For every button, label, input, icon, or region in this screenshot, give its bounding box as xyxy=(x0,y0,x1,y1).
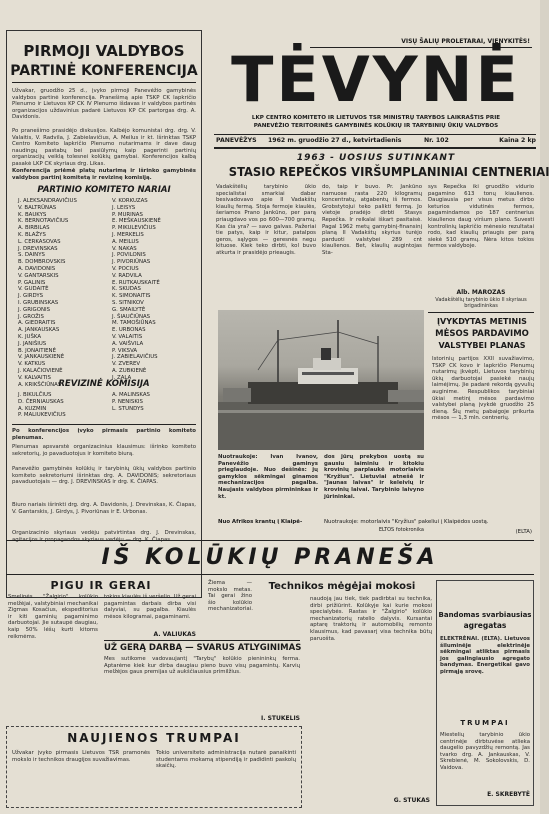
conference-after-2: Plenumas apsvarstė organizacinius klausimus: išrinko komiteto sekretorių, jo pavaduotojus ir komiteto biurą. xyxy=(12,444,196,457)
photo-caption: Nuotraukoje: Ivan Ivanov, Panevėžio gaminys prieglaudoje. Nuo dešinės: jų gamyklos sėkmingai ginamos mechanizacijos pagalba. Naujasis valdybos pirmininkas ir kt. xyxy=(218,454,318,500)
masthead-price: Kaina 2 kp xyxy=(499,137,536,144)
photo-caption-3: Nuotraukoje: motorlaivis "Kryžius" pakeliui į Klaipėdos uostą. xyxy=(324,519,489,525)
good-work-text: Mes sutikome vadovaujantį "Tarybų" kolūkio pienininkų ferma. Aptarėme kiek kur dirba daugiau pieno buvo visų pagamintų. Karvių melžėjos gaus premijas už aukščiausius primilžius. xyxy=(104,656,300,676)
good-work-author: I. STUKELIS xyxy=(260,715,300,722)
meat-text: Istorinių partijos XXII suvažiavimo, TSKP CK kovo ir lapkričio Plenumų nutarimų įkvėpti, Lietuvos tarybinių ūkių darbuotojai pasiekė naujų laimėjimų. Jie padarė rekordą gyvulių auginime. Respublikos tarybiniai ūkiai metinį mėsos pardavimo valstybei planą įvykdė gruodžio 25 dieną. Šių metų pabaigoje prikurta mėsos — 1,3 mln. centnerių. xyxy=(432,356,534,422)
short-title: TRUMPAI xyxy=(460,719,510,727)
conference-after-5: Organizacinio skyriaus vedėju patvirtintas drg. J. Drevinskas, xyxy=(12,530,196,536)
news-headline: NAUJIENOS TRUMPAI xyxy=(67,731,241,745)
conference-intro: Užvakar, gruodžio 25 d., įvyko pirmoji Panevėžio gamybinės valdybos partinė konferencija. Pranešimą apie TSKP CK lapkričio Plenumo ir Lietuvos KP CK IV Plenumo išdavas ir valdybos partinės organizacijos uždavinius padarė Lietuvos KP CK partorgas drg. A. Davidonis. xyxy=(12,88,196,121)
conference-headline-2: PARTINĖ KONFERENCIJA xyxy=(10,63,198,79)
competition-author: Alb. MAROZAS xyxy=(456,289,506,296)
news-item-1: Užvakar įvyko pirmasis Lietuvos TSR pramonės mokslo ir technikos draugijos suvažiavimas. xyxy=(12,750,150,763)
technics-kicker: Žiema — mokslo metas. Tai gerai žino šio kolūkio mechanizatoriai. xyxy=(208,580,253,613)
meat-headline-3: VALSTYBEI PLANAS xyxy=(438,341,526,350)
conference-rule xyxy=(12,82,196,83)
committee-list-right: V. KORKUZAS J. LEISYS P. MURINAS E. MEŠKAUSKIENĖ P. MIKULEVIČIUS J. MERKELIS A. MEILUS V. NAKAS J. POVILONIS J. PIVORIŪNAS V. POCIUS V. RADVILA E. RUTKAUSKAITĖ K. SKUDAS K. SIMONAITIS S. SITNIKOV G. SMAILYTĖ J. ŠIAUČIŪNAS M. TAMOŠIŪNAS E. URBONAS V. VALAITIS A. VAIŠVILA P. VIKSVA J. ZABIELAVIČIUS V. ZVEREV A. ZUBKIENĖ J. ZALA xyxy=(112,198,161,381)
revision-title: REVIZINĖ KOMISIJA xyxy=(58,379,150,389)
meat-source: (ELTA) xyxy=(515,529,532,535)
masthead-number: Nr. 102 xyxy=(424,137,449,144)
conference-intro-3: Konferencija priėmė platų nutarimą ir išrinko gamybinės valdybos partinį komitetą ir revizinę komisiją. xyxy=(12,168,196,181)
cheap-good-author: A. VALIUKAS xyxy=(153,631,196,638)
conference-rule-2 xyxy=(12,424,196,425)
photo-credit: Nuo Afrikos krantų į Klaipė- xyxy=(218,519,303,525)
conference-after-4: Biuro nariais išrinkti drg. drg. A. Davidonis, J. Drevinskas, K. Čiapas, V. Gantarskis, J. Girdys, J. Pivoriūnas ir E. Urbonas. xyxy=(12,502,196,515)
short-text: Miestelių tarybinio ūkio centrinėje dirbtuvėse atlieka daugelio pavyzdžių remontą. Jas tvarko drg. A. Jankauskas, V. Skrebienė, M. Sokolovskis, D. Vaidova. xyxy=(440,732,530,771)
masthead-rule-top xyxy=(214,134,536,135)
meat-rule xyxy=(428,312,534,313)
conference-intro-2: Po pranešimo prasidėjo diskusijos. Kalbėjo komunistai drg. drg. V. Valaitis, V. Radvila, J. Zabielavičius, A. Meilus ir kt. Išrinktas TSKP Centro Komiteto lapkričio Plenumo nutarimams ir dave daug naudingų pastabų bei pasiūlymų kaip pagerinti partinių organizacijų veiklą tolesnei kolūkių gamybai. Konferencijos kalbą pasakė LKP CK skyriaus drg. Likas. xyxy=(12,128,196,167)
conference-after-3: Panevėžio gamybinės kolūkių ir tarybinių ūkių valdybos partinio komiteto sekretoriumi išrinktas drg. A. DAVIDONIS; sekretoriaus pavaduotojais — drg. J. DREVINSKAS ir drg. K. ČIAPAS. xyxy=(12,466,196,486)
competition-col-1: Vadakštėlių tarybinio ūkio specialistai smarkiai dabar besivadovavo apie II Vadakštų kiaulių fermą. Stoja fermoje kiaulės, šeriamos Prano Jankūno, per parą priaugdavo vos po 600—700 gramų. Kas čia yra? — savo galvas. Pažeriai tie patys, kaip ir kitur, patalpos geros, sąlygos — geresnės negu kituose. Kiek teko dirbti, kol buvo atkurta ir prasidėjo prieaugis. xyxy=(216,184,316,256)
newspaper-title: TĖVYNĖ xyxy=(231,43,521,116)
banner-rule-top xyxy=(6,540,534,541)
masthead-place: PANEVĖŽYS xyxy=(216,137,257,144)
meat-headline-2: MĖSOS PARDAVIMO xyxy=(435,329,529,339)
committee-list-left: J. ALEKSANDRAVIČIUS V. BALTRŪNAS K. BAUKYS K. BERNOTAVIČIUS A. BIRBILAS K. BLAŽYS L. CERKASOVAS J. DREVINSKAS S. DAINYS B. DOMBROVSKIS A. DAVIDONIS V. GANTARSKIS P. GALINIS V. GUDAITĖ J. GIRDYS I. GRUBINSKAS J. GRIGONIS J. GROŽIS A. GIEDRAITIS A. JANKAUSKAS K. JUŠKA J. JANIŠIUS B. JONAITIENĖ V. JANKAUSKIENĖ V. KATKUS J. KALAČIOVIENĖ V. KALVAITIS A. KRIKŠČIŪNAS xyxy=(18,198,77,388)
short-author: E. SKREBYTĖ xyxy=(487,791,530,798)
technics-text: naudoją jau tiek, tiek padirbtai su technika, dirbi prižiūrint. Kolūkyje kai kurie mokosi specialybės. Rastas ir "Žalgirio" kolūkio mechanizatorių ratelio dalyvis. Kursantai aptarę traktorių ir automobilių remonto klausimus, kad pavasarį visa technika būtų paruošta. xyxy=(310,596,432,642)
photo-caption-2: dos jūrų prekybos uostą su gausiu laiminiu ir kitokiu krovinių parplaukė motorlaivis "Kryžius". Lietuviai atnešė ir "Jaunas laivas" ir keleivių ir krovinių laivai. Tarybinio laivyno jūrininkai. xyxy=(324,454,424,500)
ship-photo-illustration xyxy=(218,310,424,450)
masthead-organs: LKP CENTRO KOMITETO IR LIETUVOS TSR MINISTRŲ TARYBOS LAIKRAŠTIS PRIE xyxy=(251,115,501,121)
competition-author-role: Vadakštėlių tarybinio ūkio II skyriaus brigadininkas xyxy=(435,297,527,309)
good-work-rule xyxy=(104,640,300,641)
competition-col-2: do, taip ir buvo. Pr. Jankūno namuose rasta 220 kilogramų koncentratų, atgabentų iš fermos. Grobstytojui teko palikti fermą. Jo vietoje pradėjo dirbti Stasys Repečka. Ir reikalai iškart pasitaisė. Pagal 1962 metų gamybinį-finansinį planą II Vadakštų skyrius turėjo parduoti valstybei 289 cnt kiaulienos. Bet, klaulių augintojas Sta- xyxy=(322,184,422,256)
cheap-good-col-2: tokios kiaulės iš veršelio. Už gerai pagamintas darbais dirba visi dalyviai, su pagalba. Kiaulės mėsos kilogramai, pagaminami. xyxy=(104,594,196,620)
competition-headline: STASIO REPEČKOS VIRŠUMPLANINIAI CENTNERIAI xyxy=(228,164,549,179)
committee-title: PARTINIO KOMITETO NARIAI xyxy=(37,185,171,195)
aggregate-headline-2: agregatas xyxy=(463,621,507,630)
revision-list-left: J. BIKULČIUS D. ČERNIAUSKAS A. KUZMIN P. MALIUKEVIČIUS xyxy=(18,392,66,419)
aggregate-text: ELEKTRĖNAI. (ELTA). Lietuvos šiluminėje elektrinėje sėkmingai atliktas pirmasis jos galingiausio agregato bandymas. Energetikai gavo pirmąją srovę. xyxy=(440,636,530,675)
competition-kicker: 1963 - UOSIUS SUTINKANT xyxy=(296,153,456,163)
conference-after-1: Po konferencijos įvyko pirmasis partinio komiteto plenumas. xyxy=(12,428,196,441)
masthead-date: 1962 m. gruodžio 27 d., ketvirtadienis xyxy=(268,137,402,144)
banner-title: IŠ KOLŪKIŲ PRANEŠA xyxy=(101,545,439,570)
masthead-organs-2: PANEVĖŽIO TERITORINĖS GAMYBINĖS KOLŪKIŲ IR TARYBINIŲ ŪKIŲ VALDYBOS xyxy=(253,123,499,129)
aggregate-headline-1: Bandomas svarbiausias xyxy=(438,611,532,619)
cheap-good-headline: PIGU IR GERAI xyxy=(50,579,152,592)
banner-rule-bottom xyxy=(6,574,534,575)
revision-list-right: A. MALINSKAS P. NENISKIS L. STUNDYS xyxy=(112,392,150,412)
conference-headline-1: PIRMOJI VALDYBOS xyxy=(23,42,185,60)
masthead-rule-bottom xyxy=(214,147,536,149)
meat-headline-1: ĮVYKDYTAS METINIS xyxy=(437,317,527,326)
cheap-good-text: Smelinės "Žalgirio" kolūkio melžėjai, valstybiniai mechanikai Zigmas Kosačius, ekspeditorius ir kiti gaminių pagaminimo darbuotojai. Jie sutaupė daugiau, kaip 50% lėšų kurti kitoms reikmėms. xyxy=(8,594,98,640)
slogan: VISŲ ŠALIŲ PROLETARAI, VIENYKITĖS! xyxy=(401,38,530,45)
news-item-2: Tokio universiteto administracija nutarė panaikinti studentams mokamą stipendiją ir padidinti paskolų skaičių. xyxy=(156,750,296,770)
photo-credit-2: ELTOS fotokronika xyxy=(378,527,424,533)
technics-headline: Technikos mėgėjai mokosi xyxy=(268,581,416,592)
good-work-headline: UŽ GERĄ DARBĄ — SVARUS ATLYGINIMAS xyxy=(104,643,302,653)
competition-col-3: sys Repečka iki gruodžio vidurio pagamino 613 tonų kiaulienos. Daugiausia per visus metus dirbo keturios vidutinės fermos, pagamindamos po 187 centnerius kiaulienos daug viršum plano. Suvesti kontrolinių lapkričio mėnesio rezultatai rodo, kad kiaulių priaugis per parą siekė 510 gramų. Nėra kitos tokios fermos valdyboje. xyxy=(428,184,534,250)
technics-author: G. STUKAS xyxy=(393,797,430,804)
ship-photo xyxy=(218,310,424,450)
